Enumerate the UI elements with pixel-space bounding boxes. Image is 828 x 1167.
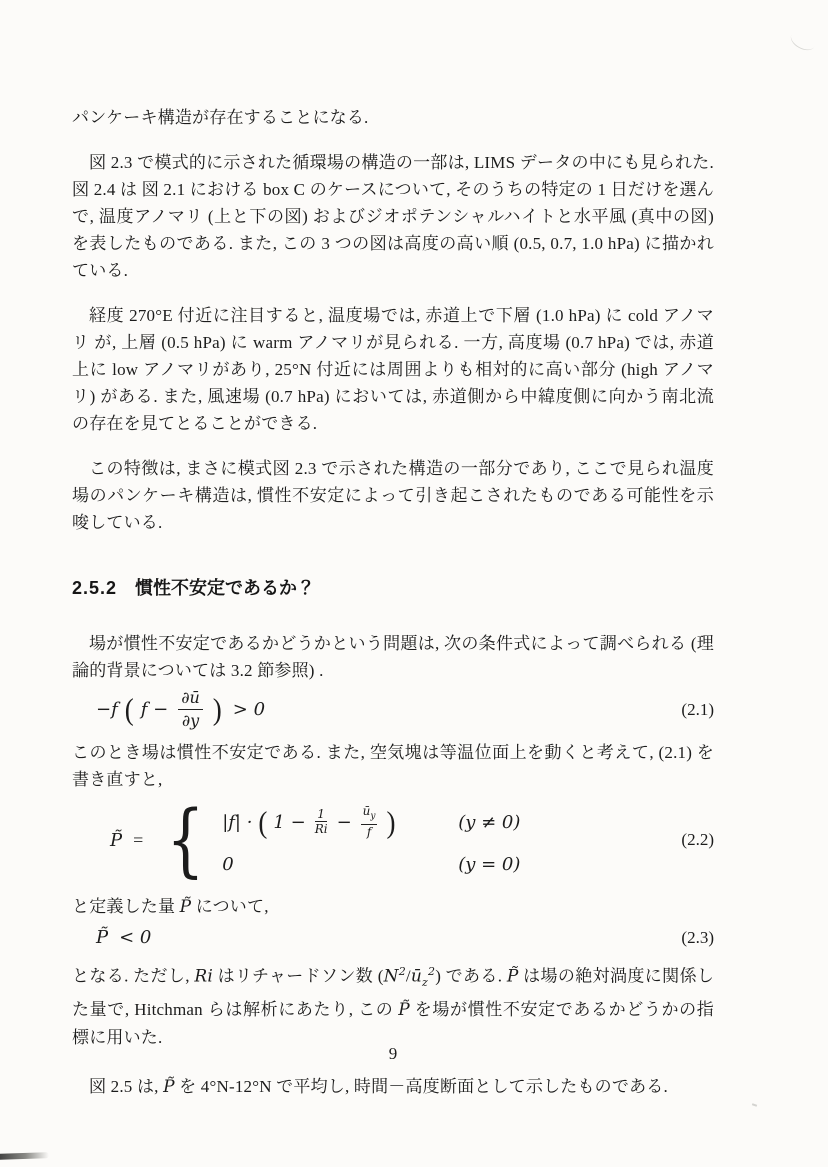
eq2-case-1-expression <box>222 805 450 839</box>
paragraph-lims-data: 図 2.3 で模式的に示された循環場の構造の一部は, LIMS データの中にも見られた. 図 2.4 は 図 2.1 における box C のケースについて, そのうちの特定の 1 日だけを選んで, 温度アノマリ (上と下の図) およびジオポテンシャルハイトと水平風 (真中の図) を表したものである. また, この 3 つの図は高度の高い順 (0.5, 0.7, 1.0 hPa) に描かれている. <box>72 153 714 280</box>
eq1-lhs: −f <box>96 699 118 720</box>
eq1-derivative-fraction <box>178 688 203 731</box>
eq1-frac-numerator: ∂ū <box>178 688 203 710</box>
eq2-cases-brace: { <box>166 793 205 886</box>
eq2-case-2 <box>222 854 520 875</box>
equation-2-2 <box>72 793 714 886</box>
eq2-lhs-p-tilde: P̃ <box>110 829 123 851</box>
eq2-abs-f-term: |f| · <box>222 811 253 833</box>
scan-artifact-bottom-right <box>752 1103 757 1107</box>
eq1-relation: > 0 <box>232 699 266 720</box>
paragraph-richardson-number: となる. ただし, Ri はリチャードソン数 $(N^2/ū_z^2)$ である. P̃ は場の絶対渦度に関係した量で, Hitchman らは解析にあたり, この P̃ を場が慣性不安定であるかどうかの指標に用いた. <box>72 965 715 1048</box>
eq3-lhs-p-tilde: P̃ <box>96 927 109 948</box>
equation-2-3-body <box>96 927 151 948</box>
eq2-zero-value: 0 <box>222 853 234 875</box>
equation-2-2-body <box>110 793 521 886</box>
paragraph-pancake-continuation: パンケーキ構造が存在することになる. <box>72 108 369 127</box>
scan-artifact-bottom-left <box>0 1152 49 1160</box>
eq1-close-paren: ) <box>212 691 222 727</box>
page-number: 9 <box>388 1044 398 1063</box>
paragraph-feature-summary: この特徴は, まさに模式図 2.3 で示された構造の一部分であり, ここで見られ温度場のパンケーキ構造は, 慣性不安定によって引き起こされたものである可能性を示唆している. <box>72 459 714 532</box>
eq2-frac1-denominator: Ri <box>314 821 328 836</box>
section-number: 2.5.2 <box>72 578 118 598</box>
equation-2-1-label: (2.1) <box>681 699 714 719</box>
paragraph-rewrite-intro: このとき場は慣性不安定である. また, 空気塊は等温位面上を動くと考えて, (2.1) を書き直すと, <box>72 743 714 789</box>
eq2-frac-1-over-ri <box>315 807 328 836</box>
eq2-frac2-denominator: f <box>366 824 372 839</box>
eq2-cases <box>222 805 520 874</box>
section-heading-2-5-2 <box>72 576 714 600</box>
eq2-case-2-expression <box>222 854 450 875</box>
eq2-case-1-condition: (y ≠ 0) <box>458 811 521 833</box>
paragraph-figure-2-5: 図 2.5 は, P̃ を 4°N-12°N で平均し, 時間－高度断面として示したものである. <box>89 1077 668 1098</box>
equation-2-3-label: (2.3) <box>681 927 714 947</box>
equation-2-1-body <box>96 688 265 731</box>
eq1-frac-denominator: ∂y <box>181 711 200 730</box>
eq2-equals-sign: = <box>133 829 144 850</box>
eq2-case-2-condition: (y = 0) <box>458 853 521 875</box>
eq2-minus-sign: − <box>336 811 352 833</box>
eq1-open-paren: ( <box>124 691 134 727</box>
text-block <box>72 104 714 1101</box>
paragraph-longitude-270e: 経度 270°E 付近に注目すると, 温度場では, 赤道上で下層 (1.0 hPa) に cold アノマリ が, 上層 (0.5 hPa) に warm アノマリが見られる. 一方, 高度場 (0.7 hPa) では, 赤道上に low アノマリがあり, 25°N 付近には周囲よりも相対的に高い部分 (high アノマリ) がある. また, 風速場 (0.7 hPa) においては, 赤道側から中緯度側に向かう南北流の存在を見てとることができる. <box>72 306 714 433</box>
eq3-relation: < 0 <box>119 927 152 948</box>
eq2-frac1-numerator: 1 <box>317 806 325 821</box>
eq2-ubar: ū <box>362 804 371 819</box>
paragraph-condition-intro: 場が慣性不安定であるかどうかという問題は, 次の条件式によって調べられる (理論的背景については 3.2 節参照) . <box>72 634 714 680</box>
eq1-inner-term: f − <box>140 699 169 720</box>
equation-2-3 <box>72 927 714 948</box>
eq2-case-close-paren: ) <box>386 804 396 840</box>
section-title: 慣性不安定であるか？ <box>135 578 316 598</box>
eq2-frac-uy-over-f <box>361 804 378 838</box>
eq2-frac2-numerator <box>361 804 378 824</box>
eq2-case-1 <box>222 805 520 839</box>
scan-artifact-top-right <box>788 27 819 54</box>
eq2-one-minus: 1 − <box>273 811 306 833</box>
equation-2-2-label: (2.2) <box>681 830 714 849</box>
equation-2-1 <box>72 688 714 731</box>
paragraph-defined-quantity: と定義した量 P̃ について, <box>72 897 269 917</box>
eq2-ubar-subscript-y: y <box>370 811 376 822</box>
eq2-case-open-paren: ( <box>258 804 268 840</box>
